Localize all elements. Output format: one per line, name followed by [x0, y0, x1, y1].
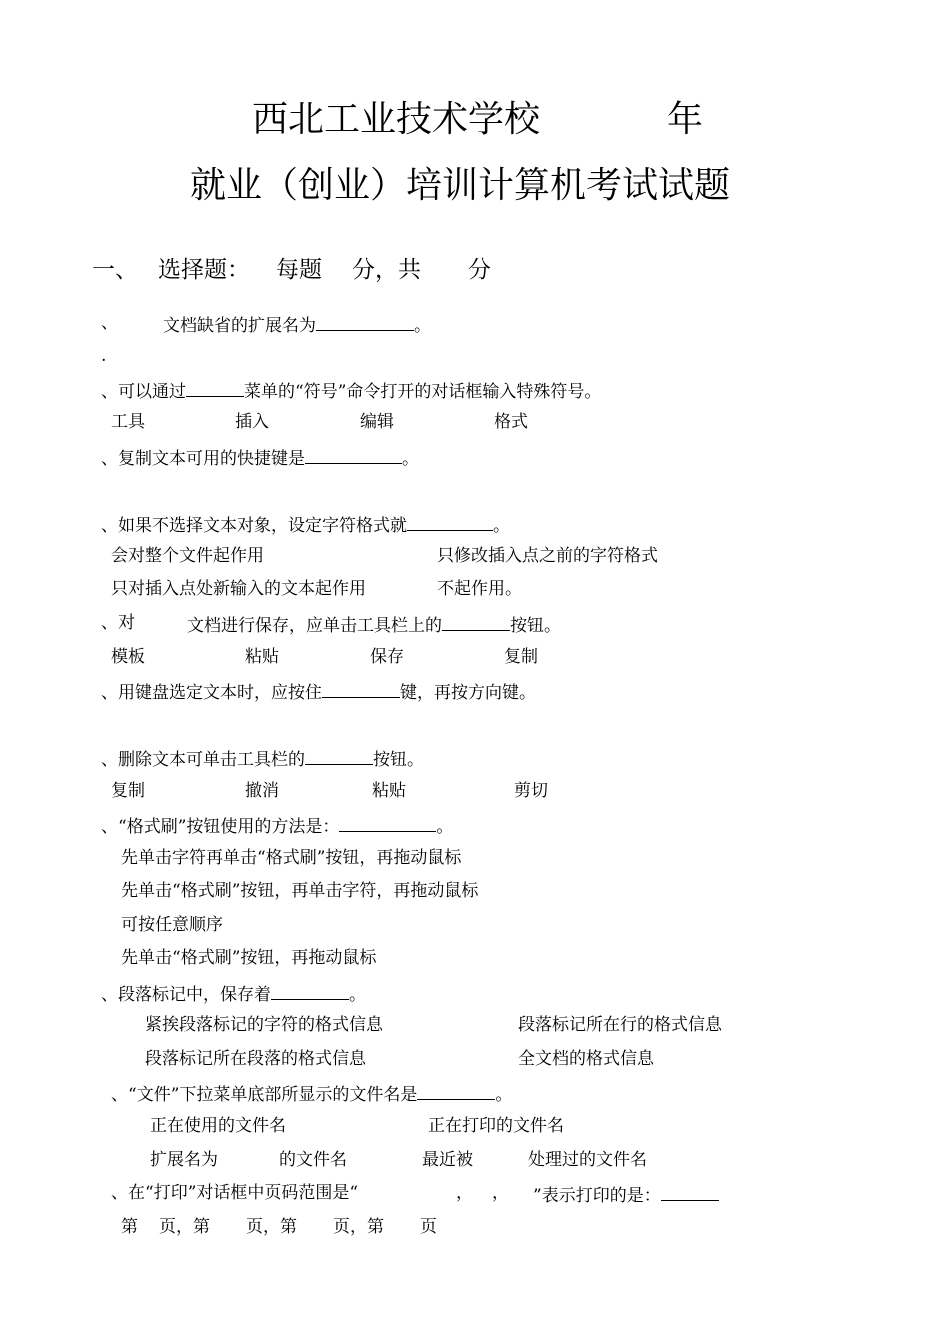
q7-option-a: 复制 — [111, 781, 145, 801]
q8-question: 、“格式刷”按钮使用的方法是： 。 — [101, 817, 454, 837]
q7-option-d: 剪切 — [514, 781, 548, 801]
answer-blank — [322, 682, 400, 698]
q4-question: 、如果不选择文本对象，设定字符格式就 。 — [101, 516, 510, 536]
q11-question-end: ”表示打印的是： — [533, 1185, 719, 1205]
answer-blank — [339, 816, 436, 832]
q8-option-d: 先单击“格式刷”按钮，再拖动鼠标 — [121, 948, 377, 968]
answer-blank — [661, 1185, 719, 1201]
answer-blank — [442, 615, 510, 631]
q4-option-b: 只修改插入点之前的字符格式 — [437, 546, 658, 566]
q2-option-a: 工具 — [111, 412, 145, 432]
q9-option-c: 段落标记所在段落的格式信息 — [145, 1049, 366, 1069]
q7-question: 、删除文本可单击工具栏的 按钮。 — [101, 750, 424, 770]
section-detail-1: 每题 — [276, 257, 322, 283]
answer-blank — [305, 448, 402, 464]
answer-blank — [305, 749, 373, 765]
q9-question: 、段落标记中，保存着 。 — [101, 985, 366, 1005]
q1-option-dot: . — [101, 346, 107, 366]
q7-option-c: 粘贴 — [372, 781, 406, 801]
q3-question: 、复制文本可用的快捷键是 。 — [101, 449, 419, 469]
answer-blank — [417, 1084, 495, 1100]
q8-option-b: 先单击“格式刷”按钮，再单击字符，再拖动鼠标 — [121, 881, 479, 901]
q8-option-a: 先单击字符再单击“格式刷”按钮，再拖动鼠标 — [121, 848, 462, 868]
q11-option-4: 页，第 — [333, 1217, 384, 1237]
q2-option-b: 插入 — [235, 412, 269, 432]
answer-blank — [271, 984, 349, 1000]
q10-option-a: 正在使用的文件名 — [150, 1116, 286, 1136]
q10-question: 、“文件”下拉菜单底部所显示的文件名是 。 — [111, 1085, 513, 1105]
section-detail-3: 分 — [468, 257, 491, 283]
title-exam: 就业（创业）培训计算机考试试题 — [190, 165, 731, 206]
answer-blank — [407, 515, 493, 531]
q8-option-c: 可按任意顺序 — [121, 915, 223, 935]
section-detail-2: 分，共 — [352, 257, 421, 283]
q2-question: 、可以通过 菜单的“符号”命令打开的对话框输入特殊符号。 — [101, 382, 602, 402]
q5-option-d: 复制 — [504, 647, 538, 667]
answer-blank — [186, 381, 244, 397]
q2-option-d: 格式 — [494, 412, 528, 432]
title-year: 年 — [667, 99, 704, 140]
q1-question: 文档缺省的扩展名为 。 — [163, 316, 431, 336]
q10-option-d2: 处理过的文件名 — [528, 1150, 647, 1170]
q5-option-a: 模板 — [111, 647, 145, 667]
title-school: 西北工业技术学校 — [252, 99, 541, 140]
q10-option-b: 正在打印的文件名 — [428, 1116, 564, 1136]
q4-option-c: 只对插入点处新输入的文本起作用 — [111, 579, 366, 599]
q11-option-1: 第 — [121, 1217, 138, 1237]
q10-option-d1: 最近被 — [422, 1150, 473, 1170]
q9-option-a: 紧挨段落标记的字符的格式信息 — [145, 1015, 383, 1035]
q5-prefix: 、对 — [101, 613, 135, 633]
q5-option-b: 粘贴 — [245, 647, 279, 667]
section-number: 一、 — [92, 257, 138, 283]
q7-option-b: 撤消 — [245, 781, 279, 801]
answer-blank — [316, 315, 414, 331]
q2-option-c: 编辑 — [360, 412, 394, 432]
q5-question: 文档进行保存，应单击工具栏上的 按钮。 — [187, 616, 561, 636]
q11-option-2: 页，第 — [159, 1217, 210, 1237]
q4-option-d: 不起作用。 — [437, 579, 522, 599]
q11-option-3: 页，第 — [246, 1217, 297, 1237]
q11-option-5: 页 — [420, 1217, 437, 1237]
q5-option-c: 保存 — [370, 647, 404, 667]
q10-option-c1: 扩展名为 — [150, 1150, 218, 1170]
q10-option-c2: 的文件名 — [279, 1150, 347, 1170]
q1-prefix: 、 — [101, 313, 118, 333]
q9-option-d: 全文档的格式信息 — [518, 1049, 654, 1069]
section-label: 选择题： — [158, 257, 250, 283]
q4-option-a: 会对整个文件起作用 — [111, 546, 264, 566]
q9-option-b: 段落标记所在行的格式信息 — [518, 1015, 722, 1035]
q11-comma-1: ， — [456, 1183, 473, 1203]
q6-question: 、用键盘选定文本时，应按住 键，再按方向键。 — [101, 683, 536, 703]
q11-comma-2: ， — [492, 1183, 509, 1203]
q11-question-start: 、在“打印”对话框中页码范围是“ — [111, 1183, 359, 1203]
